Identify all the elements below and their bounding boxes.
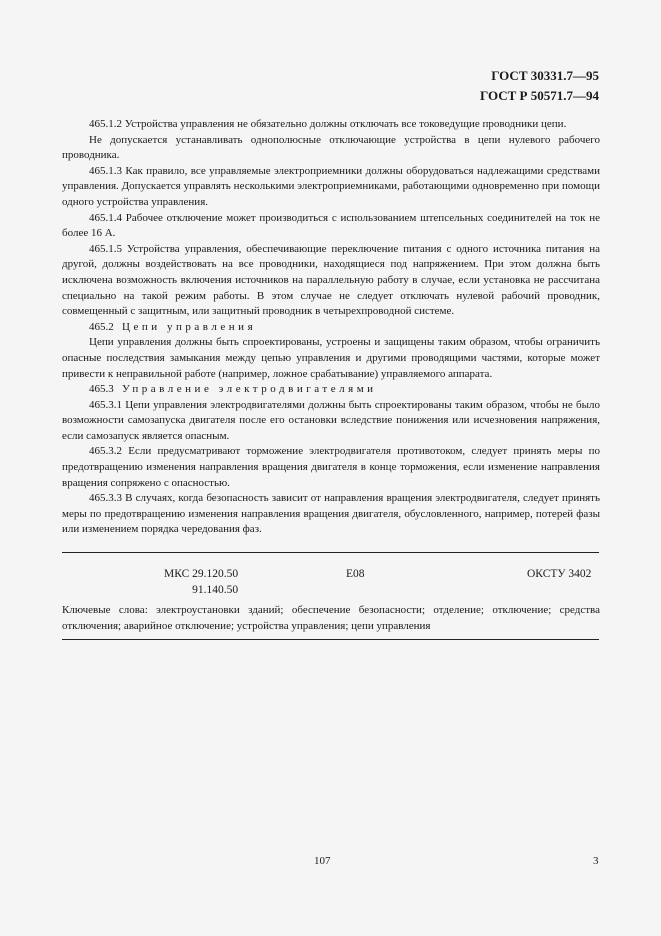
section-heading-465-3 <box>62 382 600 398</box>
mks-codes <box>164 566 238 598</box>
standard-code-primary: ГОСТ 30331.7—95 <box>491 68 599 83</box>
paragraph-465-3-1: 465.3.1 Цепи управления электродвигателями должны быть спроектированы таким образом, чтобы не было возможности самозапуска двигателя после его остановки вследствие понижения или исчезновения напряжения, если самозапуск является опасным. <box>62 398 600 442</box>
standard-code-secondary: ГОСТ Р 50571.7—94 <box>480 88 599 103</box>
classification-code: Е08 <box>346 568 365 580</box>
paragraph-465-1-3: 465.1.3 Как правило, все управляемые электроприемники должны оборудоваться надлежащими средствами управления. Допускается управлять несколькими электроприемниками, работающими одновременно при помощи одного устройства управления. <box>62 164 600 208</box>
document-body <box>62 117 600 538</box>
section-number: 465.3 <box>89 383 114 396</box>
paragraph-465-1-4: 465.1.4 Рабочее отключение может производиться с использованием штепсельных соединителей на ток не более 16 А. <box>62 211 600 240</box>
paragraph-465-3-2: 465.3.2 Если предусматривают торможение электродвигателя противотоком, следует принять меры по предотвращению изменения направления вращения двигателя в конце торможения, если изменение направления вращения сопряжено с опасностью. <box>62 445 600 489</box>
divider-bottom <box>62 639 599 640</box>
paragraph-465-1-5: 465.1.5 Устройства управления, обеспечивающие переключение питания с одного источника питания на другой, должны воздействовать на все проводники, находящиеся под напряжением. При этом должна быть исключена возможность включения источников на параллельную работу в случае, если установка не рассчитана специально на такой режим работы. В этом случае не следует отключать нулевой рабочий проводник, совмещенный с защитным, или защитный проводник в четырехпроводной системе. <box>62 242 600 318</box>
section-title: Цепи управления <box>122 320 257 333</box>
keywords: Ключевые слова: электроустановки зданий; обеспечение безопасности; отделение; отключение; средства отключения; аварийное отключение; устройства управления; цепи управления <box>62 604 600 632</box>
paragraph-control-circuits: Цепи управления должны быть спроектированы, устроены и защищены таким образом, чтобы ограничить опасные последствия замыкания между цепью управления и другими проводящими частями, которые может привести к неправильной работе (например, ложное срабатывание) управляемого аппарата. <box>62 336 600 380</box>
section-title: Управление электродвигателями <box>122 383 377 396</box>
paragraph-neutral-conductor: Не допускается устанавливать однополюсные отключающие устройства в цепи нулевого рабочего проводника. <box>62 133 600 162</box>
page-number: 107 <box>314 855 331 867</box>
mks-code-2: 91.140.50 <box>192 584 239 596</box>
divider-top <box>62 552 599 553</box>
paragraph-465-1-2: 465.1.2 Устройства управления не обязательно должны отключать все токоведущие проводники цепи. <box>89 118 567 130</box>
paragraph-465-3-3: 465.3.3 В случаях, когда безопасность зависит от направления вращения электродвигателя, следует принять меры по предотвращению изменения направления вращения двигателя, обусловленного, например, потерей фазы или изменением порядка чередования фаз. <box>62 492 600 536</box>
mks-code-1: МКС 29.120.50 <box>164 568 239 580</box>
okstu-code: ОКСТУ 3402 <box>527 568 592 580</box>
section-heading-465-2 <box>62 320 600 336</box>
sheet-number: 3 <box>593 855 599 867</box>
section-number: 465.2 <box>89 320 114 333</box>
